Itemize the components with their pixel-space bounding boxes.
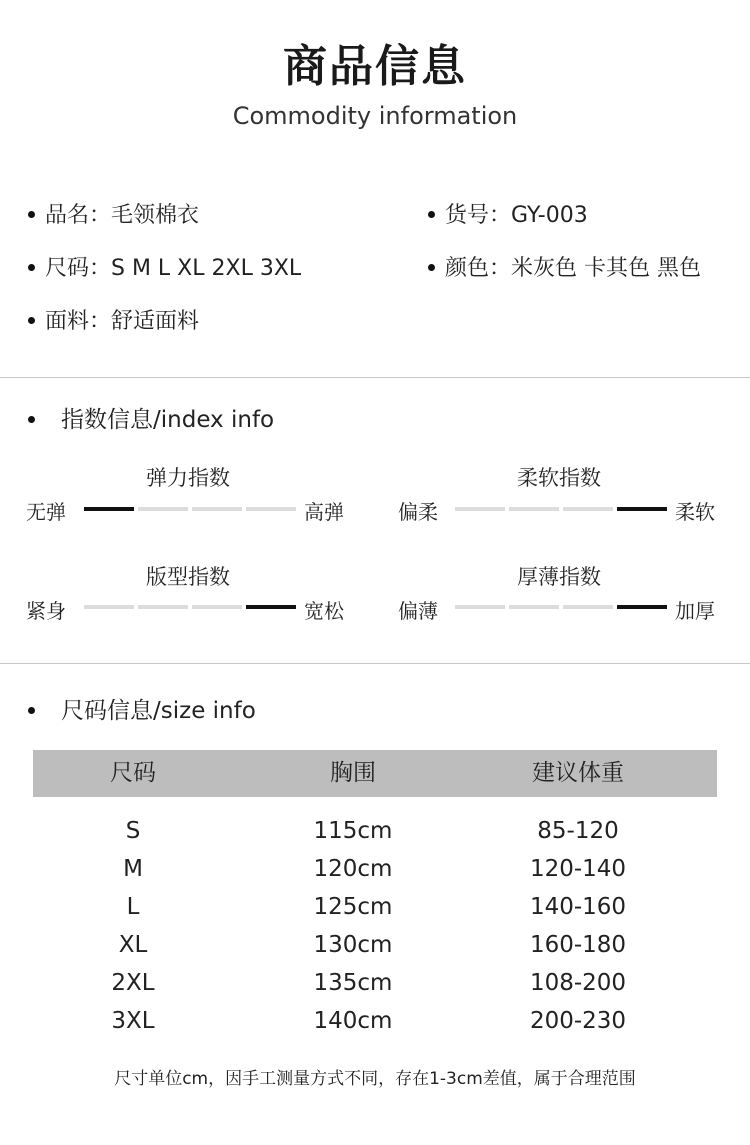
index-right-label: 宽松 xyxy=(304,599,344,623)
product-fabric-text: 面料：舒适面料 xyxy=(45,309,200,334)
index-bar-segment xyxy=(563,605,613,609)
index-bar-marker xyxy=(246,605,296,609)
product-item-no xyxy=(428,198,588,229)
bullet-icon xyxy=(28,416,35,423)
index-title-thickness: 厚薄指数 xyxy=(517,565,601,589)
index-heading-text: 指数信息/index info xyxy=(61,407,275,433)
cell-chest: 120cm xyxy=(313,856,393,882)
size-section-heading xyxy=(28,692,256,725)
index-bar-segment xyxy=(84,605,134,609)
product-size-text: 尺码：S M L XL 2XL 3XL xyxy=(45,256,302,281)
index-bar-marker xyxy=(617,507,667,511)
size-table-header xyxy=(33,750,717,797)
index-section-heading xyxy=(28,401,274,434)
cell-weight: 85-120 xyxy=(537,818,619,844)
section-divider xyxy=(0,377,750,378)
index-bar-segment xyxy=(455,507,505,511)
cell-chest: 125cm xyxy=(313,894,393,920)
cell-chest: 140cm xyxy=(313,1008,393,1034)
cell-weight: 160-180 xyxy=(529,932,627,958)
index-bar-segment xyxy=(455,605,505,609)
index-bar-segment xyxy=(138,507,188,511)
bullet-icon xyxy=(28,211,35,218)
column-header-weight: 建议体重 xyxy=(532,760,624,786)
index-left-label: 无弹 xyxy=(26,500,66,524)
product-fabric xyxy=(28,304,199,335)
size-heading-text: 尺码信息/size info xyxy=(61,698,256,724)
index-right-label: 柔软 xyxy=(675,500,715,524)
product-name-text: 品名：毛领棉衣 xyxy=(45,203,200,228)
index-left-label: 偏柔 xyxy=(398,500,438,524)
bullet-icon xyxy=(28,264,35,271)
index-left-label: 偏薄 xyxy=(398,599,438,623)
bullet-icon xyxy=(428,264,435,271)
product-size xyxy=(28,251,301,282)
cell-size: 3XL xyxy=(111,1008,155,1034)
cell-chest: 130cm xyxy=(313,932,393,958)
product-name xyxy=(28,198,199,229)
section-divider xyxy=(0,663,750,664)
index-left-label: 紧身 xyxy=(26,599,66,623)
index-bar-segment xyxy=(192,507,242,511)
cell-size: 2XL xyxy=(111,970,155,996)
cell-size: XL xyxy=(118,932,148,958)
cell-size: M xyxy=(123,856,143,882)
column-header-chest: 胸围 xyxy=(330,760,376,786)
product-item-no-text: 货号：GY-003 xyxy=(445,203,588,228)
bullet-icon xyxy=(428,211,435,218)
bullet-icon xyxy=(28,317,35,324)
index-bar-segment xyxy=(246,507,296,511)
bullet-icon xyxy=(28,707,35,714)
index-bar-segment xyxy=(509,605,559,609)
index-bar-segment xyxy=(563,507,613,511)
index-bar-segment xyxy=(509,507,559,511)
index-bar-segment xyxy=(138,605,188,609)
cell-chest: 135cm xyxy=(313,970,393,996)
index-bar-marker xyxy=(84,507,134,511)
cell-chest: 115cm xyxy=(313,818,393,844)
cell-weight: 108-200 xyxy=(529,970,627,996)
page-subtitle: Commodity information xyxy=(232,102,518,130)
column-header-size: 尺码 xyxy=(110,760,156,786)
page-title: 商品信息 xyxy=(283,41,467,92)
index-title-softness: 柔软指数 xyxy=(517,466,601,490)
index-bar-segment xyxy=(192,605,242,609)
product-color-text: 颜色：米灰色 卡其色 黑色 xyxy=(445,256,701,281)
cell-weight: 200-230 xyxy=(529,1008,627,1034)
product-color xyxy=(428,251,701,282)
cell-weight: 140-160 xyxy=(529,894,627,920)
index-title-fit: 版型指数 xyxy=(146,565,230,589)
index-title-elasticity: 弹力指数 xyxy=(146,466,230,490)
index-right-label: 高弹 xyxy=(304,500,344,524)
index-bar-marker xyxy=(617,605,667,609)
index-right-label: 加厚 xyxy=(675,599,715,623)
cell-weight: 120-140 xyxy=(529,856,627,882)
cell-size: S xyxy=(125,818,141,844)
cell-size: L xyxy=(126,894,140,920)
size-note: 尺寸单位cm，因手工测量方式不同，存在1-3cm差值，属于合理范围 xyxy=(114,1069,636,1089)
